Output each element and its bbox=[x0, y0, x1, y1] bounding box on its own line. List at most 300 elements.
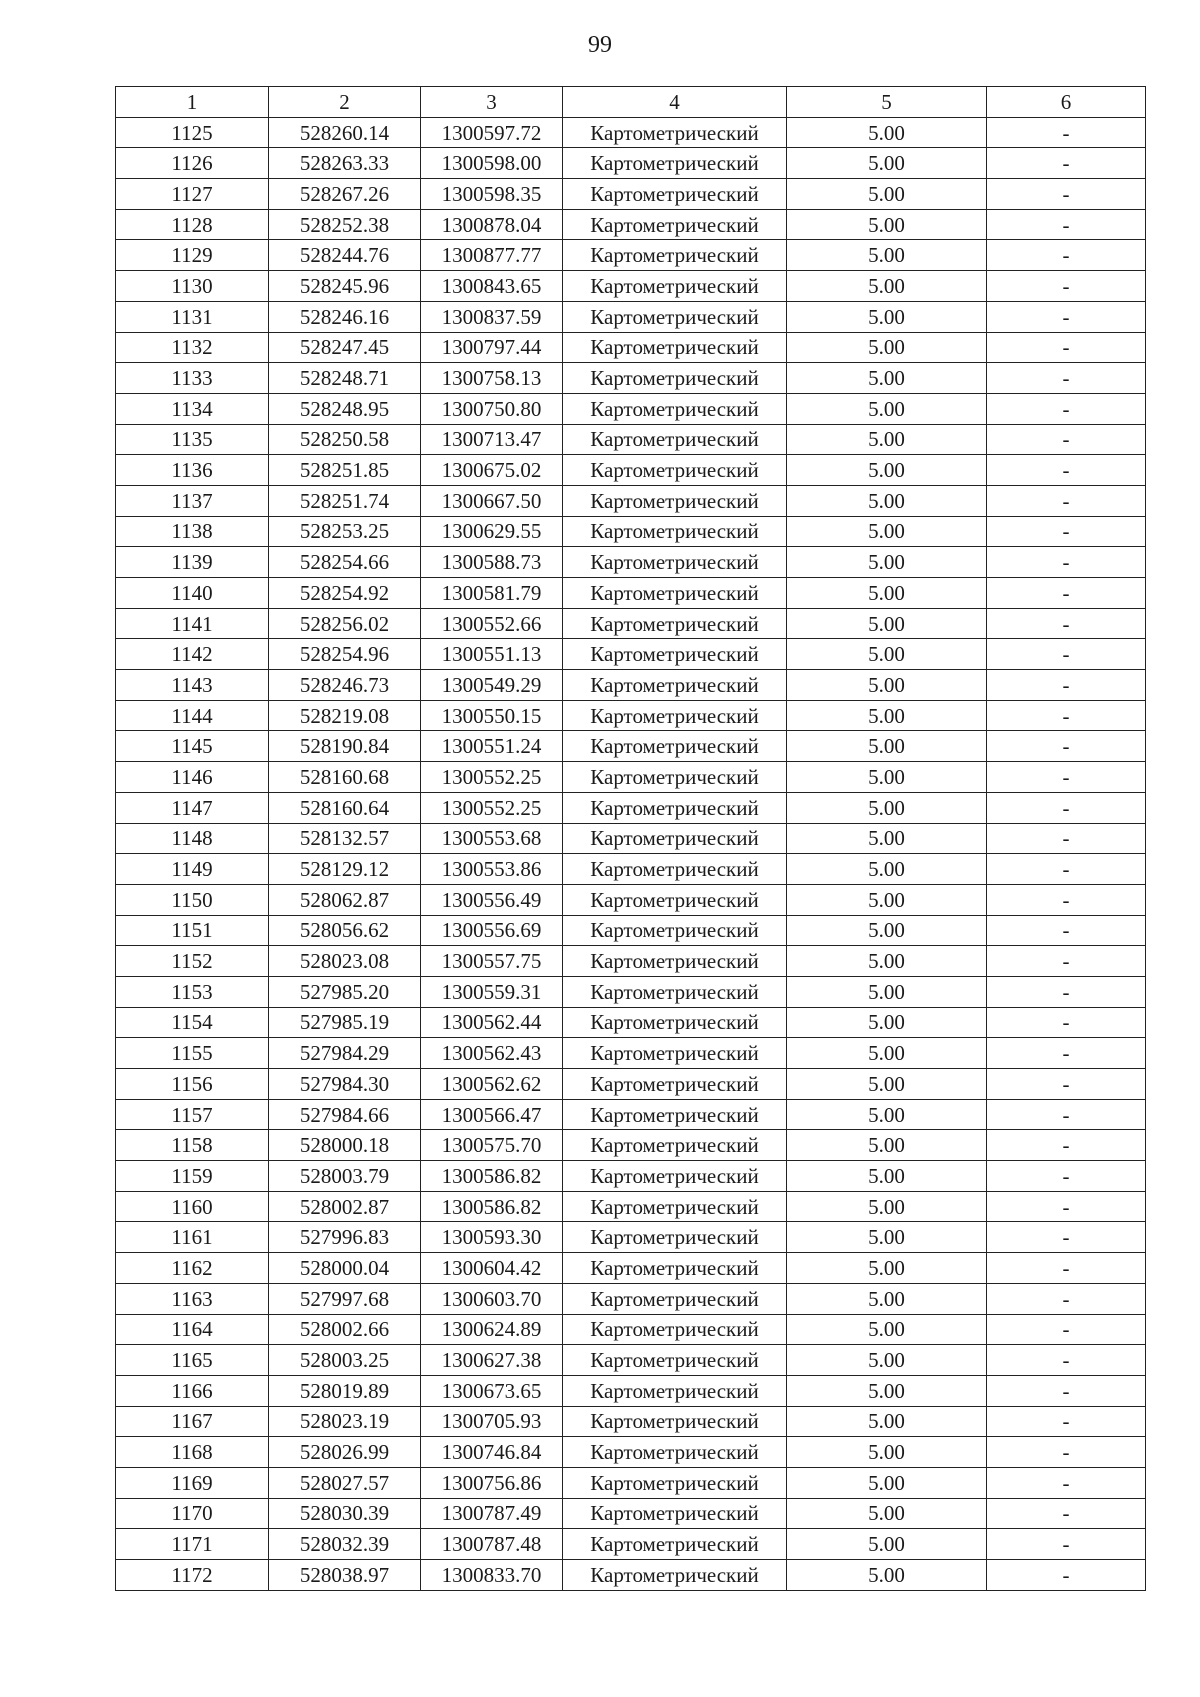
x-coordinate-cell: 528003.79 bbox=[269, 1161, 421, 1192]
column-header: 4 bbox=[563, 87, 787, 118]
method-cell: Картометрический bbox=[563, 1314, 787, 1345]
y-coordinate-cell: 1300837.59 bbox=[421, 301, 563, 332]
method-cell: Картометрический bbox=[563, 148, 787, 179]
point-number-cell: 1171 bbox=[116, 1529, 269, 1560]
description-cell: - bbox=[987, 485, 1146, 516]
x-coordinate-cell: 528038.97 bbox=[269, 1560, 421, 1591]
table-row bbox=[116, 1283, 1146, 1314]
point-number-cell: 1162 bbox=[116, 1253, 269, 1284]
table-row bbox=[116, 393, 1146, 424]
y-coordinate-cell: 1300750.80 bbox=[421, 393, 563, 424]
y-coordinate-cell: 1300593.30 bbox=[421, 1222, 563, 1253]
x-coordinate-cell: 528256.02 bbox=[269, 608, 421, 639]
table-row bbox=[116, 1069, 1146, 1100]
y-coordinate-cell: 1300877.77 bbox=[421, 240, 563, 271]
accuracy-cell: 5.00 bbox=[787, 1560, 987, 1591]
x-coordinate-cell: 528160.64 bbox=[269, 792, 421, 823]
y-coordinate-cell: 1300627.38 bbox=[421, 1345, 563, 1376]
point-number-cell: 1135 bbox=[116, 424, 269, 455]
point-number-cell: 1156 bbox=[116, 1069, 269, 1100]
y-coordinate-cell: 1300629.55 bbox=[421, 516, 563, 547]
table-row bbox=[116, 1437, 1146, 1468]
method-cell: Картометрический bbox=[563, 117, 787, 148]
description-cell: - bbox=[987, 209, 1146, 240]
x-coordinate-cell: 528132.57 bbox=[269, 823, 421, 854]
y-coordinate-cell: 1300833.70 bbox=[421, 1560, 563, 1591]
table-row bbox=[116, 1161, 1146, 1192]
point-number-cell: 1161 bbox=[116, 1222, 269, 1253]
point-number-cell: 1169 bbox=[116, 1467, 269, 1498]
y-coordinate-cell: 1300758.13 bbox=[421, 363, 563, 394]
point-number-cell: 1166 bbox=[116, 1375, 269, 1406]
description-cell: - bbox=[987, 1498, 1146, 1529]
method-cell: Картометрический bbox=[563, 240, 787, 271]
description-cell: - bbox=[987, 1437, 1146, 1468]
x-coordinate-cell: 528247.45 bbox=[269, 332, 421, 363]
x-coordinate-cell: 528246.16 bbox=[269, 301, 421, 332]
point-number-cell: 1132 bbox=[116, 332, 269, 363]
point-number-cell: 1130 bbox=[116, 271, 269, 302]
table-row bbox=[116, 1498, 1146, 1529]
point-number-cell: 1138 bbox=[116, 516, 269, 547]
point-number-cell: 1143 bbox=[116, 670, 269, 701]
description-cell: - bbox=[987, 1038, 1146, 1069]
method-cell: Картометрический bbox=[563, 1161, 787, 1192]
method-cell: Картометрический bbox=[563, 731, 787, 762]
accuracy-cell: 5.00 bbox=[787, 639, 987, 670]
description-cell: - bbox=[987, 700, 1146, 731]
accuracy-cell: 5.00 bbox=[787, 1375, 987, 1406]
x-coordinate-cell: 528190.84 bbox=[269, 731, 421, 762]
table-row bbox=[116, 792, 1146, 823]
x-coordinate-cell: 527984.29 bbox=[269, 1038, 421, 1069]
description-cell: - bbox=[987, 148, 1146, 179]
accuracy-cell: 5.00 bbox=[787, 1069, 987, 1100]
accuracy-cell: 5.00 bbox=[787, 363, 987, 394]
accuracy-cell: 5.00 bbox=[787, 301, 987, 332]
accuracy-cell: 5.00 bbox=[787, 1161, 987, 1192]
page-number: 99 bbox=[588, 32, 612, 58]
method-cell: Картометрический bbox=[563, 1437, 787, 1468]
column-header: 6 bbox=[987, 87, 1146, 118]
point-number-cell: 1158 bbox=[116, 1130, 269, 1161]
table-row bbox=[116, 1191, 1146, 1222]
method-cell: Картометрический bbox=[563, 1222, 787, 1253]
y-coordinate-cell: 1300549.29 bbox=[421, 670, 563, 701]
coordinates-table bbox=[115, 86, 1146, 1591]
description-cell: - bbox=[987, 179, 1146, 210]
description-cell: - bbox=[987, 547, 1146, 578]
method-cell: Картометрический bbox=[563, 884, 787, 915]
description-cell: - bbox=[987, 271, 1146, 302]
y-coordinate-cell: 1300797.44 bbox=[421, 332, 563, 363]
table-row bbox=[116, 946, 1146, 977]
table-row bbox=[116, 332, 1146, 363]
method-cell: Картометрический bbox=[563, 1007, 787, 1038]
y-coordinate-cell: 1300713.47 bbox=[421, 424, 563, 455]
point-number-cell: 1137 bbox=[116, 485, 269, 516]
accuracy-cell: 5.00 bbox=[787, 1038, 987, 1069]
method-cell: Картометрический bbox=[563, 455, 787, 486]
description-cell: - bbox=[987, 332, 1146, 363]
y-coordinate-cell: 1300552.25 bbox=[421, 762, 563, 793]
point-number-cell: 1133 bbox=[116, 363, 269, 394]
accuracy-cell: 5.00 bbox=[787, 1253, 987, 1284]
column-header: 1 bbox=[116, 87, 269, 118]
description-cell: - bbox=[987, 976, 1146, 1007]
accuracy-cell: 5.00 bbox=[787, 1345, 987, 1376]
accuracy-cell: 5.00 bbox=[787, 1130, 987, 1161]
accuracy-cell: 5.00 bbox=[787, 547, 987, 578]
y-coordinate-cell: 1300552.25 bbox=[421, 792, 563, 823]
point-number-cell: 1146 bbox=[116, 762, 269, 793]
y-coordinate-cell: 1300556.49 bbox=[421, 884, 563, 915]
point-number-cell: 1160 bbox=[116, 1191, 269, 1222]
description-cell: - bbox=[987, 1007, 1146, 1038]
method-cell: Картометрический bbox=[563, 363, 787, 394]
table-body bbox=[116, 117, 1146, 1590]
y-coordinate-cell: 1300598.00 bbox=[421, 148, 563, 179]
table-row bbox=[116, 1529, 1146, 1560]
table-row bbox=[116, 271, 1146, 302]
point-number-cell: 1172 bbox=[116, 1560, 269, 1591]
method-cell: Картометрический bbox=[563, 1345, 787, 1376]
description-cell: - bbox=[987, 1529, 1146, 1560]
accuracy-cell: 5.00 bbox=[787, 240, 987, 271]
table-row bbox=[116, 547, 1146, 578]
method-cell: Картометрический bbox=[563, 700, 787, 731]
x-coordinate-cell: 528056.62 bbox=[269, 915, 421, 946]
accuracy-cell: 5.00 bbox=[787, 209, 987, 240]
table-row bbox=[116, 1099, 1146, 1130]
description-cell: - bbox=[987, 854, 1146, 885]
x-coordinate-cell: 528251.74 bbox=[269, 485, 421, 516]
x-coordinate-cell: 528245.96 bbox=[269, 271, 421, 302]
description-cell: - bbox=[987, 762, 1146, 793]
description-cell: - bbox=[987, 670, 1146, 701]
table-row bbox=[116, 148, 1146, 179]
x-coordinate-cell: 528002.66 bbox=[269, 1314, 421, 1345]
description-cell: - bbox=[987, 424, 1146, 455]
table-row bbox=[116, 1007, 1146, 1038]
point-number-cell: 1151 bbox=[116, 915, 269, 946]
description-cell: - bbox=[987, 1467, 1146, 1498]
description-cell: - bbox=[987, 1191, 1146, 1222]
accuracy-cell: 5.00 bbox=[787, 117, 987, 148]
table-row bbox=[116, 179, 1146, 210]
x-coordinate-cell: 527985.20 bbox=[269, 976, 421, 1007]
y-coordinate-cell: 1300843.65 bbox=[421, 271, 563, 302]
description-cell: - bbox=[987, 823, 1146, 854]
x-coordinate-cell: 527985.19 bbox=[269, 1007, 421, 1038]
point-number-cell: 1139 bbox=[116, 547, 269, 578]
method-cell: Картометрический bbox=[563, 485, 787, 516]
table-row bbox=[116, 209, 1146, 240]
accuracy-cell: 5.00 bbox=[787, 1099, 987, 1130]
description-cell: - bbox=[987, 915, 1146, 946]
x-coordinate-cell: 528253.25 bbox=[269, 516, 421, 547]
table-row bbox=[116, 1130, 1146, 1161]
x-coordinate-cell: 528219.08 bbox=[269, 700, 421, 731]
x-coordinate-cell: 528246.73 bbox=[269, 670, 421, 701]
x-coordinate-cell: 528267.26 bbox=[269, 179, 421, 210]
method-cell: Картометрический bbox=[563, 1069, 787, 1100]
method-cell: Картометрический bbox=[563, 946, 787, 977]
point-number-cell: 1126 bbox=[116, 148, 269, 179]
description-cell: - bbox=[987, 1345, 1146, 1376]
y-coordinate-cell: 1300551.13 bbox=[421, 639, 563, 670]
column-header: 3 bbox=[421, 87, 563, 118]
description-cell: - bbox=[987, 1560, 1146, 1591]
x-coordinate-cell: 528254.66 bbox=[269, 547, 421, 578]
method-cell: Картометрический bbox=[563, 1406, 787, 1437]
table-row bbox=[116, 854, 1146, 885]
table-row bbox=[116, 762, 1146, 793]
table-row bbox=[116, 516, 1146, 547]
y-coordinate-cell: 1300550.15 bbox=[421, 700, 563, 731]
y-coordinate-cell: 1300746.84 bbox=[421, 1437, 563, 1468]
accuracy-cell: 5.00 bbox=[787, 1498, 987, 1529]
x-coordinate-cell: 528062.87 bbox=[269, 884, 421, 915]
method-cell: Картометрический bbox=[563, 1375, 787, 1406]
x-coordinate-cell: 527984.66 bbox=[269, 1099, 421, 1130]
table-row bbox=[116, 608, 1146, 639]
y-coordinate-cell: 1300566.47 bbox=[421, 1099, 563, 1130]
point-number-cell: 1141 bbox=[116, 608, 269, 639]
x-coordinate-cell: 528251.85 bbox=[269, 455, 421, 486]
description-cell: - bbox=[987, 792, 1146, 823]
y-coordinate-cell: 1300562.44 bbox=[421, 1007, 563, 1038]
y-coordinate-cell: 1300581.79 bbox=[421, 578, 563, 609]
accuracy-cell: 5.00 bbox=[787, 485, 987, 516]
description-cell: - bbox=[987, 1406, 1146, 1437]
point-number-cell: 1149 bbox=[116, 854, 269, 885]
x-coordinate-cell: 528003.25 bbox=[269, 1345, 421, 1376]
table-row bbox=[116, 731, 1146, 762]
method-cell: Картометрический bbox=[563, 179, 787, 210]
point-number-cell: 1164 bbox=[116, 1314, 269, 1345]
table-row bbox=[116, 1560, 1146, 1591]
y-coordinate-cell: 1300598.35 bbox=[421, 179, 563, 210]
table-row bbox=[116, 363, 1146, 394]
point-number-cell: 1155 bbox=[116, 1038, 269, 1069]
accuracy-cell: 5.00 bbox=[787, 1007, 987, 1038]
accuracy-cell: 5.00 bbox=[787, 884, 987, 915]
x-coordinate-cell: 528248.71 bbox=[269, 363, 421, 394]
description-cell: - bbox=[987, 516, 1146, 547]
x-coordinate-cell: 528129.12 bbox=[269, 854, 421, 885]
table-row bbox=[116, 1406, 1146, 1437]
description-cell: - bbox=[987, 455, 1146, 486]
description-cell: - bbox=[987, 731, 1146, 762]
accuracy-cell: 5.00 bbox=[787, 578, 987, 609]
method-cell: Картометрический bbox=[563, 393, 787, 424]
method-cell: Картометрический bbox=[563, 762, 787, 793]
point-number-cell: 1129 bbox=[116, 240, 269, 271]
point-number-cell: 1144 bbox=[116, 700, 269, 731]
point-number-cell: 1148 bbox=[116, 823, 269, 854]
table-row bbox=[116, 301, 1146, 332]
table-row bbox=[116, 1345, 1146, 1376]
description-cell: - bbox=[987, 1253, 1146, 1284]
y-coordinate-cell: 1300604.42 bbox=[421, 1253, 563, 1284]
accuracy-cell: 5.00 bbox=[787, 393, 987, 424]
y-coordinate-cell: 1300705.93 bbox=[421, 1406, 563, 1437]
x-coordinate-cell: 528000.18 bbox=[269, 1130, 421, 1161]
description-cell: - bbox=[987, 1130, 1146, 1161]
table-row bbox=[116, 455, 1146, 486]
y-coordinate-cell: 1300562.43 bbox=[421, 1038, 563, 1069]
description-cell: - bbox=[987, 363, 1146, 394]
y-coordinate-cell: 1300603.70 bbox=[421, 1283, 563, 1314]
accuracy-cell: 5.00 bbox=[787, 915, 987, 946]
x-coordinate-cell: 528260.14 bbox=[269, 117, 421, 148]
method-cell: Картометрический bbox=[563, 1529, 787, 1560]
point-number-cell: 1134 bbox=[116, 393, 269, 424]
column-header: 5 bbox=[787, 87, 987, 118]
x-coordinate-cell: 528250.58 bbox=[269, 424, 421, 455]
table-row bbox=[116, 240, 1146, 271]
y-coordinate-cell: 1300562.62 bbox=[421, 1069, 563, 1100]
point-number-cell: 1147 bbox=[116, 792, 269, 823]
accuracy-cell: 5.00 bbox=[787, 179, 987, 210]
y-coordinate-cell: 1300586.82 bbox=[421, 1191, 563, 1222]
method-cell: Картометрический bbox=[563, 209, 787, 240]
table-row bbox=[116, 578, 1146, 609]
x-coordinate-cell: 528027.57 bbox=[269, 1467, 421, 1498]
point-number-cell: 1136 bbox=[116, 455, 269, 486]
x-coordinate-cell: 528252.38 bbox=[269, 209, 421, 240]
y-coordinate-cell: 1300787.48 bbox=[421, 1529, 563, 1560]
column-header: 2 bbox=[269, 87, 421, 118]
point-number-cell: 1131 bbox=[116, 301, 269, 332]
x-coordinate-cell: 528030.39 bbox=[269, 1498, 421, 1529]
x-coordinate-cell: 528023.19 bbox=[269, 1406, 421, 1437]
x-coordinate-cell: 528263.33 bbox=[269, 148, 421, 179]
description-cell: - bbox=[987, 1222, 1146, 1253]
description-cell: - bbox=[987, 393, 1146, 424]
x-coordinate-cell: 528023.08 bbox=[269, 946, 421, 977]
accuracy-cell: 5.00 bbox=[787, 670, 987, 701]
table-row bbox=[116, 1253, 1146, 1284]
accuracy-cell: 5.00 bbox=[787, 1437, 987, 1468]
point-number-cell: 1145 bbox=[116, 731, 269, 762]
y-coordinate-cell: 1300673.65 bbox=[421, 1375, 563, 1406]
x-coordinate-cell: 528254.92 bbox=[269, 578, 421, 609]
point-number-cell: 1154 bbox=[116, 1007, 269, 1038]
x-coordinate-cell: 528254.96 bbox=[269, 639, 421, 670]
point-number-cell: 1153 bbox=[116, 976, 269, 1007]
accuracy-cell: 5.00 bbox=[787, 1283, 987, 1314]
y-coordinate-cell: 1300675.02 bbox=[421, 455, 563, 486]
method-cell: Картометрический bbox=[563, 792, 787, 823]
point-number-cell: 1167 bbox=[116, 1406, 269, 1437]
x-coordinate-cell: 528160.68 bbox=[269, 762, 421, 793]
method-cell: Картометрический bbox=[563, 915, 787, 946]
method-cell: Картометрический bbox=[563, 1130, 787, 1161]
description-cell: - bbox=[987, 1283, 1146, 1314]
method-cell: Картометрический bbox=[563, 1253, 787, 1284]
point-number-cell: 1157 bbox=[116, 1099, 269, 1130]
description-cell: - bbox=[987, 1161, 1146, 1192]
x-coordinate-cell: 527984.30 bbox=[269, 1069, 421, 1100]
point-number-cell: 1152 bbox=[116, 946, 269, 977]
description-cell: - bbox=[987, 608, 1146, 639]
method-cell: Картометрический bbox=[563, 1560, 787, 1591]
point-number-cell: 1140 bbox=[116, 578, 269, 609]
x-coordinate-cell: 528026.99 bbox=[269, 1437, 421, 1468]
y-coordinate-cell: 1300551.24 bbox=[421, 731, 563, 762]
table-row bbox=[116, 117, 1146, 148]
y-coordinate-cell: 1300552.66 bbox=[421, 608, 563, 639]
description-cell: - bbox=[987, 1069, 1146, 1100]
x-coordinate-cell: 527996.83 bbox=[269, 1222, 421, 1253]
accuracy-cell: 5.00 bbox=[787, 271, 987, 302]
description-cell: - bbox=[987, 1099, 1146, 1130]
accuracy-cell: 5.00 bbox=[787, 1529, 987, 1560]
point-number-cell: 1127 bbox=[116, 179, 269, 210]
y-coordinate-cell: 1300756.86 bbox=[421, 1467, 563, 1498]
y-coordinate-cell: 1300556.69 bbox=[421, 915, 563, 946]
method-cell: Картометрический bbox=[563, 578, 787, 609]
method-cell: Картометрический bbox=[563, 670, 787, 701]
accuracy-cell: 5.00 bbox=[787, 455, 987, 486]
accuracy-cell: 5.00 bbox=[787, 516, 987, 547]
table-row bbox=[116, 1375, 1146, 1406]
y-coordinate-cell: 1300586.82 bbox=[421, 1161, 563, 1192]
y-coordinate-cell: 1300667.50 bbox=[421, 485, 563, 516]
table-row bbox=[116, 424, 1146, 455]
table-row bbox=[116, 670, 1146, 701]
accuracy-cell: 5.00 bbox=[787, 792, 987, 823]
description-cell: - bbox=[987, 884, 1146, 915]
accuracy-cell: 5.00 bbox=[787, 608, 987, 639]
description-cell: - bbox=[987, 117, 1146, 148]
accuracy-cell: 5.00 bbox=[787, 1222, 987, 1253]
method-cell: Картометрический bbox=[563, 424, 787, 455]
accuracy-cell: 5.00 bbox=[787, 424, 987, 455]
x-coordinate-cell: 528244.76 bbox=[269, 240, 421, 271]
y-coordinate-cell: 1300553.68 bbox=[421, 823, 563, 854]
table-row bbox=[116, 915, 1146, 946]
method-cell: Картометрический bbox=[563, 1283, 787, 1314]
method-cell: Картометрический bbox=[563, 1498, 787, 1529]
method-cell: Картометрический bbox=[563, 639, 787, 670]
point-number-cell: 1128 bbox=[116, 209, 269, 240]
method-cell: Картометрический bbox=[563, 823, 787, 854]
y-coordinate-cell: 1300559.31 bbox=[421, 976, 563, 1007]
method-cell: Картометрический bbox=[563, 547, 787, 578]
description-cell: - bbox=[987, 301, 1146, 332]
accuracy-cell: 5.00 bbox=[787, 700, 987, 731]
method-cell: Картометрический bbox=[563, 976, 787, 1007]
x-coordinate-cell: 527997.68 bbox=[269, 1283, 421, 1314]
table-row bbox=[116, 884, 1146, 915]
accuracy-cell: 5.00 bbox=[787, 332, 987, 363]
y-coordinate-cell: 1300787.49 bbox=[421, 1498, 563, 1529]
accuracy-cell: 5.00 bbox=[787, 762, 987, 793]
point-number-cell: 1125 bbox=[116, 117, 269, 148]
accuracy-cell: 5.00 bbox=[787, 976, 987, 1007]
method-cell: Картометрический bbox=[563, 608, 787, 639]
method-cell: Картометрический bbox=[563, 516, 787, 547]
table-row bbox=[116, 976, 1146, 1007]
x-coordinate-cell: 528000.04 bbox=[269, 1253, 421, 1284]
point-number-cell: 1168 bbox=[116, 1437, 269, 1468]
accuracy-cell: 5.00 bbox=[787, 946, 987, 977]
x-coordinate-cell: 528248.95 bbox=[269, 393, 421, 424]
accuracy-cell: 5.00 bbox=[787, 148, 987, 179]
